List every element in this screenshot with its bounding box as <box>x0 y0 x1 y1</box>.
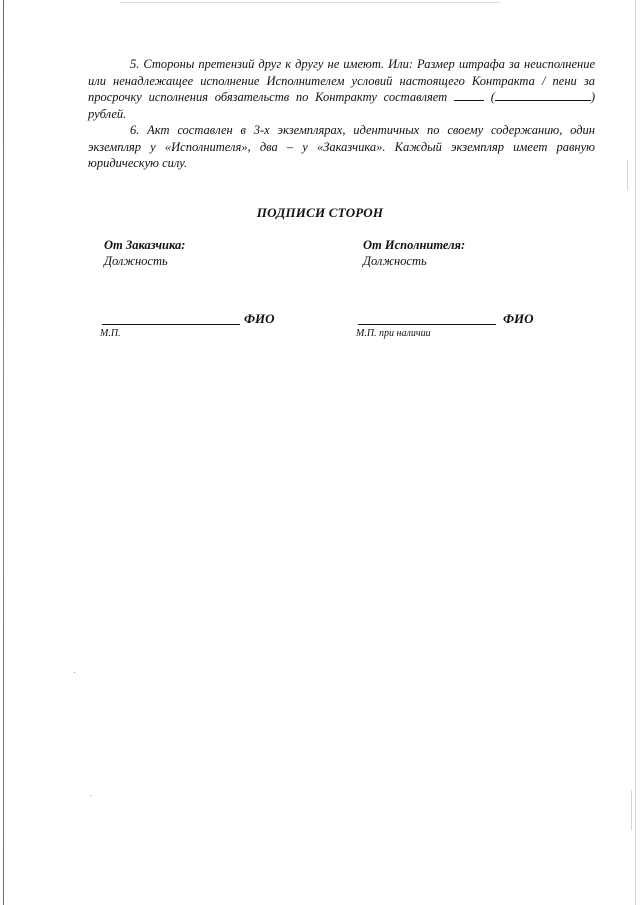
scan-speck <box>627 160 628 190</box>
contractor-title: От Исполнителя: <box>363 238 466 252</box>
contractor-stamp: М.П. при наличии <box>356 328 431 339</box>
clause-5 <box>88 56 595 122</box>
contractor-signature-line <box>358 323 496 325</box>
customer-fio: ФИО <box>244 311 275 326</box>
contractor-fio: ФИО <box>503 311 534 326</box>
signatures-heading: ПОДПИСИ СТОРОН <box>256 205 384 220</box>
customer-stamp: М.П. <box>100 328 121 339</box>
clause-5-end: рублей. <box>88 106 127 121</box>
penalty-amount-words-blank <box>495 89 591 101</box>
clause-text-block <box>88 56 595 172</box>
clause-5-text: 5. Стороны претензий друг к другу не имеют. Или: Размер штрафа за неисполнение или ненадлежащее исполнение Исполнителем условий настоящего Контракта / пени за просрочку исполнения обязательств по Контракту составляет <box>88 57 595 104</box>
customer-title: От Заказчика: <box>104 238 186 252</box>
scan-speck <box>74 672 75 673</box>
customer-position: Должность <box>104 254 168 268</box>
bracket-open: ( <box>490 90 495 104</box>
scan-top-edge <box>120 2 500 3</box>
penalty-amount-blank <box>454 89 484 101</box>
scan-edge-right <box>635 0 636 905</box>
scan-speck <box>631 790 632 830</box>
scan-edge-left <box>3 0 4 905</box>
clause-6-text: 6. Акт составлен в 3-х экземплярах, идентичных по своему содержанию, один экземпляр у «Исполнителя», два – у «Заказчика». Каждый экземпляр имеет равную юридическую силу. <box>88 123 595 170</box>
bracket-close: ) <box>590 90 596 104</box>
scan-speck <box>90 795 91 796</box>
contractor-position: Должность <box>363 254 427 268</box>
customer-signature-line <box>102 323 240 325</box>
clause-6 <box>88 122 595 172</box>
